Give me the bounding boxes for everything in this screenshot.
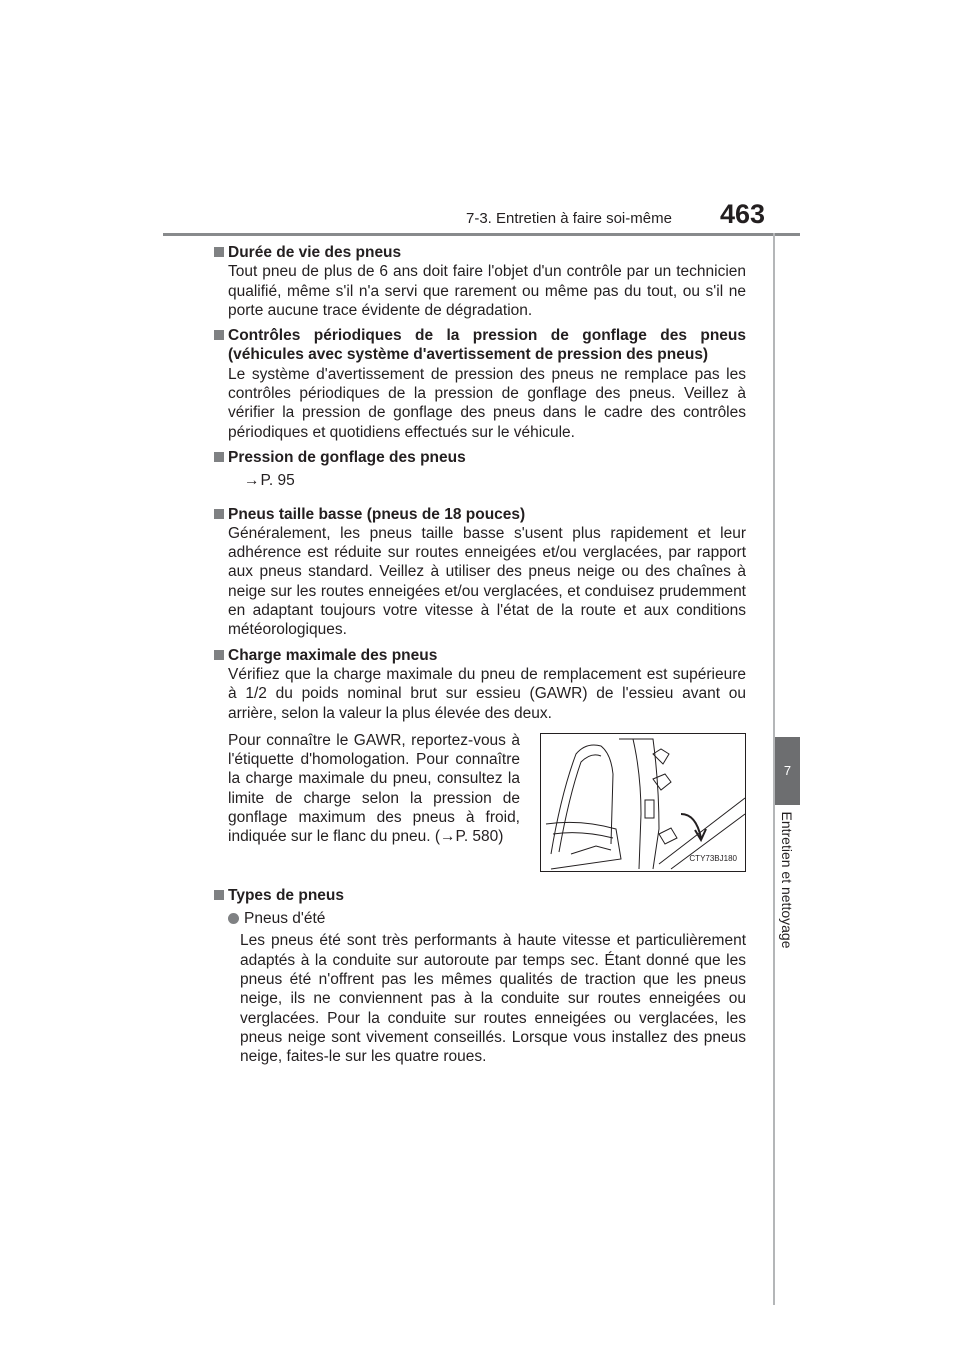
page-content — [214, 243, 746, 1073]
section-heading: Pression de gonflage des pneus — [228, 448, 466, 466]
section-body: Tout pneu de plus de 6 ans doit faire l'objet d'un contrôle par un technicien qualifié, même s'il n'a servi que rarement ou même pas du tout, ou s'il ne porte aucune trace évidente de dégradation. — [228, 263, 746, 319]
section-body: Les pneus été sont très performants à haute vitesse et particulièrement adaptés à la conduite sur autoroute par temps sec. Étant donné que les pneus été n'offrent pas les mêmes qualités de traction que les pneus neige, ils ne conviennent pas à la conduite sur routes enneigées ou verglacées. Pour la conduite sur routes enneigées ou verglacées, les pneus neige sont vivement conseillés. Lorsque vous installez des pneus neige, faites-le sur les quatre roues. — [240, 932, 746, 1066]
section-heading: Contrôles périodiques de la pression de gonflage des pneus (véhicules avec système d'avertissement de pression des pneus) — [228, 327, 746, 364]
square-icon — [214, 330, 224, 340]
header-title: 7-3. Entretien à faire soi-même — [466, 210, 672, 227]
section-pressure-checks — [214, 326, 746, 442]
section-body: Généralement, les pneus taille basse s'usent plus rapidement et leur adhérence est réduite sur routes enneigées et/ou verglacées, par rapport aux pneus standard. Veillez à utiliser des pneus neige ou des chaînes à neige sur les routes enneigées et/ou verglacées, et conduisez prudemment en adaptant toujours votre vitesse à l'état de la route et aux conditions météorologiques. — [228, 524, 746, 639]
page-number: 463 — [720, 199, 766, 229]
list-item — [214, 909, 746, 928]
chapter-title: Entretien et nettoyage — [779, 811, 795, 949]
section-tire-types — [214, 886, 746, 1067]
square-icon — [214, 890, 224, 900]
section-heading: Pneus taille basse (pneus de 18 pouces) — [228, 505, 526, 523]
page-reference[interactable] — [214, 471, 746, 490]
section-low-profile — [214, 505, 746, 640]
section-heading: Charge maximale des pneus — [228, 646, 438, 664]
square-icon — [214, 247, 224, 257]
reference-label: P. 95 — [260, 472, 295, 490]
section-body: Vérifiez que la charge maximale du pneu de remplacement est supérieure à 1/2 du poids nominal brut sur essieu (GAWR) de l'essieu avant ou arrière, selon la valeur la plus élevée des deux. — [228, 665, 746, 722]
figure-caption: CTY73BJ180 — [689, 853, 737, 863]
gawr-instructions: Pour connaître le GAWR, reportez-vous à l'étiquette d'homologation. Pour connaître la charge maximale du pneu, consultez la limite de charge selon la pression de gonflage maximum des pneus à froid, indiquée sur le flanc du pneu. (→P. 580) — [228, 731, 520, 846]
door-pillar-label-illustration — [540, 733, 746, 872]
section-inflation-pressure — [214, 448, 746, 491]
section-max-load — [214, 646, 746, 872]
section-body: Le système d'avertissement de pression des pneus ne remplace pas les contrôles périodiques de la pression de gonflage des pneus. Veillez à vérifier la pression de gonflage des pneus dans le cadre des contrôles périodiques et quotidiens effectués sur le véhicule. — [228, 365, 746, 441]
square-icon — [214, 650, 224, 660]
square-icon — [214, 509, 224, 519]
section-heading: Durée de vie des pneus — [228, 244, 402, 261]
square-icon — [214, 452, 224, 462]
header-rule — [163, 233, 800, 236]
bullet-label: Pneus d'été — [244, 910, 326, 928]
arrow-icon: → — [244, 472, 260, 490]
chapter-tab: 7 — [775, 737, 800, 805]
section-tire-lifespan — [214, 243, 746, 320]
section-heading: Types de pneus — [228, 886, 344, 904]
